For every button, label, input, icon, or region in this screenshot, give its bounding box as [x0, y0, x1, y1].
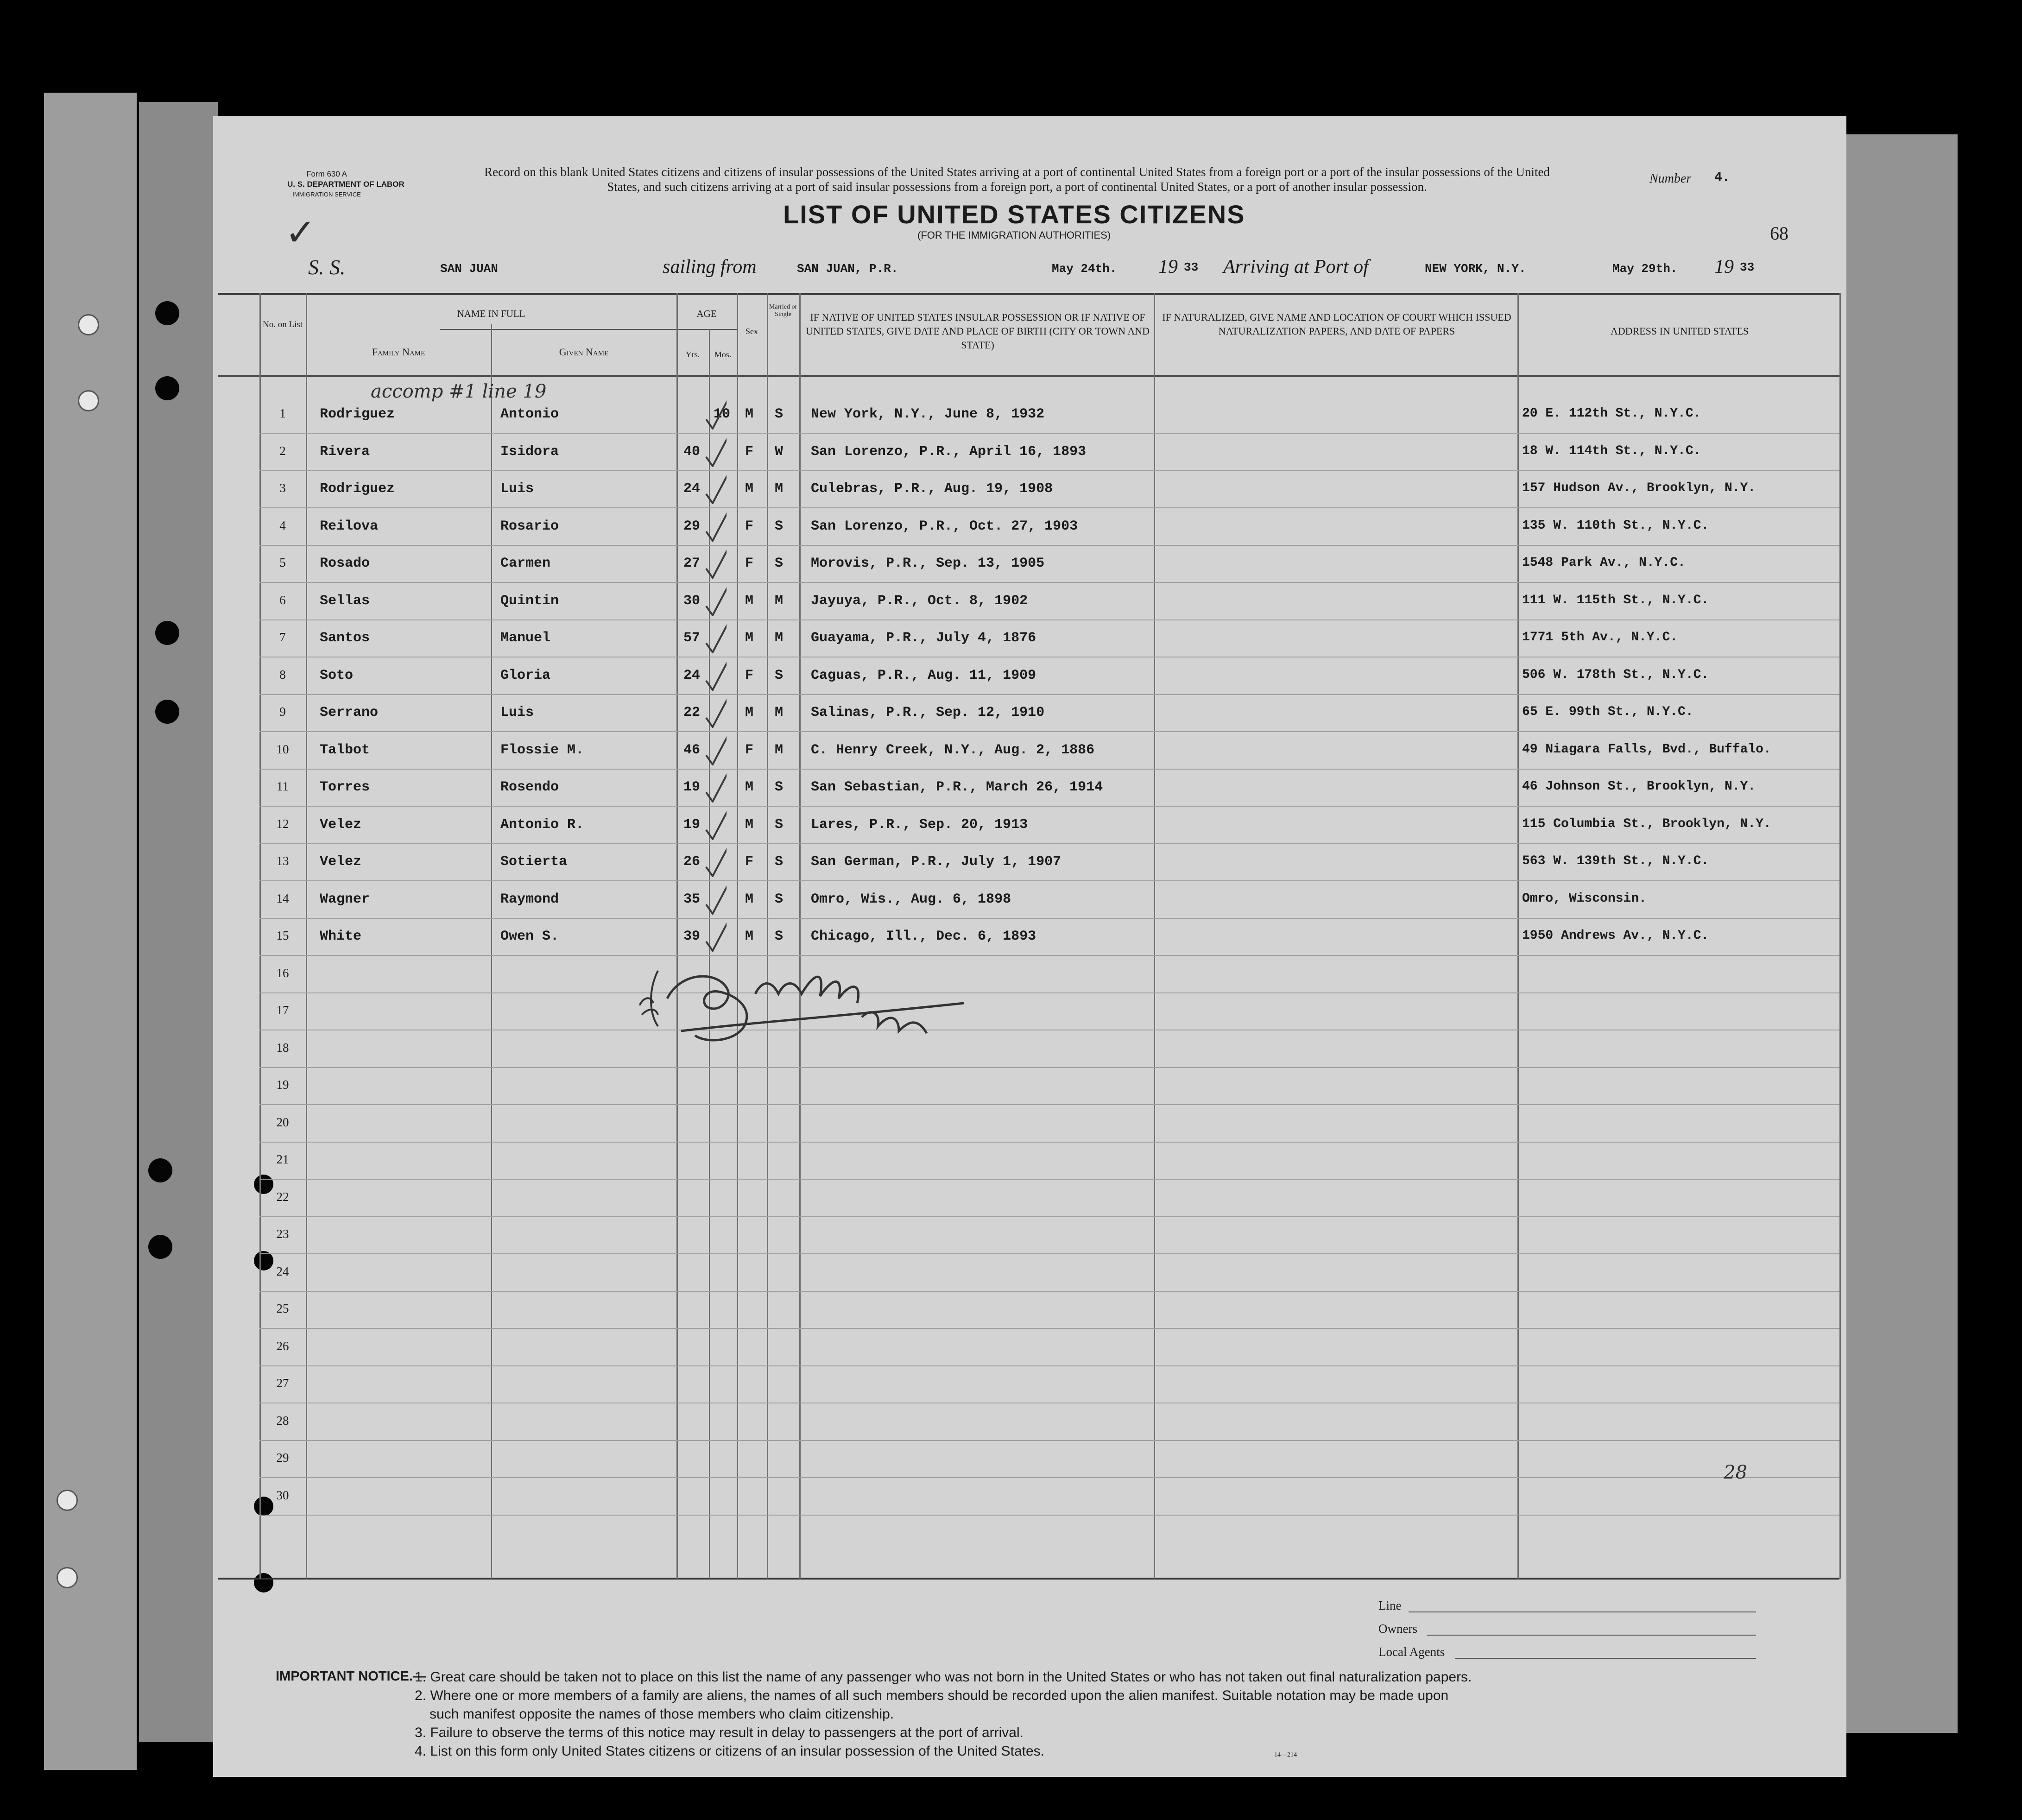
cell-yrs: 35 [683, 891, 701, 907]
row-rule [259, 582, 1839, 583]
cell-marital: S [775, 406, 784, 422]
header-sex: Sex [746, 327, 758, 336]
cell-address: 115 Columbia St., Brooklyn, N.Y. [1522, 817, 1771, 831]
notice-item-2: 2. Where one or more members of a family are aliens, the names of all such members should be recorded upon the alien manifest. Suitable notation may be made upon [415, 1688, 1449, 1703]
cell-birth: Salinas, P.R., Sep. 12, 1910 [811, 705, 1045, 720]
document-title: LIST OF UNITED STATES CITIZENS [783, 200, 1245, 229]
cell-sex: M [745, 891, 754, 907]
punch-hole [148, 1158, 172, 1182]
cell-yrs: 29 [683, 518, 701, 534]
service-name: IMMIGRATION SERVICE [292, 191, 361, 198]
binder-hole [78, 390, 99, 411]
cell-yrs: 40 [683, 444, 701, 460]
check-mark-icon [704, 430, 727, 467]
row-rule [259, 769, 1839, 770]
punch-hole [148, 1235, 172, 1259]
cell-address: 18 W. 114th St., N.Y.C. [1522, 444, 1701, 458]
cell-given: Gloria [500, 668, 551, 683]
cell-address: 135 W. 110th St., N.Y.C. [1522, 518, 1709, 533]
cell-family: Rivera [320, 444, 370, 460]
header-family-name: Family Name [372, 346, 425, 358]
row-rule [259, 507, 1839, 508]
cell-family: Rodriguez [320, 481, 395, 497]
cell-given: Luis [500, 481, 534, 497]
cell-birth: Caguas, P.R., Aug. 11, 1909 [811, 668, 1036, 683]
header-name-in-full: NAME IN FULL [457, 308, 525, 319]
owners-label: Owners [1378, 1622, 1417, 1636]
cell-yrs: 26 [683, 854, 701, 870]
header-naturalization: IF NATURALIZED, GIVE NAME AND LOCATION OF COURT WHICH ISSUED NATURALIZATION PAPERS, AND DATE OF PAPERS [1162, 311, 1511, 337]
header-married-or-single: Married or Single [769, 303, 797, 318]
header-address: ADDRESS IN UNITED STATES [1610, 325, 1749, 337]
notice-item-4: 4. List on this form only United States citizens or citizens of an insular possession of the United States. [415, 1744, 1045, 1759]
handwritten-mark: ✓ [285, 211, 316, 254]
row-rule [259, 1067, 1839, 1068]
cell-address: 1548 Park Av., N.Y.C. [1522, 556, 1686, 570]
cell-yrs: 19 [683, 817, 701, 833]
row-rule [259, 918, 1839, 919]
departure-year-prefix: 19 [1158, 256, 1178, 278]
arrival-year-prefix: 19 [1714, 256, 1734, 278]
cell-yrs: 46 [683, 742, 701, 758]
form-instructions: Record on this blank United States citizens and citizens of insular possessions of the United States arriving at a port of continental United States from a foreign port or a port of the insular possessions of the United States, and such citizens arriving at a port of said insular possessions from a foreign port, a port of continental United States, or a port of another insular possession. [484, 165, 1550, 194]
cell-yrs: 30 [683, 593, 701, 609]
sailing-from-label: sailing from [663, 256, 757, 278]
notice-item-2-continued: such manifest opposite the names of those members who claim citizenship. [430, 1706, 894, 1722]
row-number: 11 [277, 779, 289, 793]
binder-strip [139, 102, 218, 1742]
cell-family: Soto [320, 668, 354, 683]
row-number: 3 [279, 481, 286, 495]
cell-sex: F [745, 668, 754, 683]
cell-birth: Guayama, P.R., July 4, 1876 [811, 630, 1036, 646]
check-mark-icon [704, 803, 727, 840]
row-number: 12 [276, 817, 289, 831]
check-mark-icon [704, 654, 727, 691]
arrival-port: NEW YORK, N.Y. [1425, 262, 1526, 276]
row-rule [259, 1104, 1839, 1105]
row-number: 1 [279, 406, 286, 420]
department-name: U. S. DEPARTMENT OF LABOR [287, 180, 404, 189]
cell-given: Flossie M. [500, 742, 584, 758]
cell-birth: C. Henry Creek, N.Y., Aug. 2, 1886 [811, 742, 1095, 758]
cell-marital: M [775, 742, 784, 758]
notice-title: IMPORTANT NOTICE.— [276, 1669, 426, 1684]
header-no-on-list: No. on List [262, 320, 303, 329]
row-number: 18 [276, 1041, 289, 1055]
row-number: 16 [276, 966, 289, 980]
number-label: Number [1649, 171, 1692, 186]
row-number: 21 [276, 1152, 289, 1166]
row-rule [259, 470, 1839, 471]
cell-family: Reilova [320, 518, 379, 534]
row-rule [259, 619, 1839, 620]
cell-address: 46 Johnson St., Brooklyn, N.Y. [1522, 779, 1756, 794]
cell-mos: 10 [714, 406, 731, 422]
cell-given: Luis [500, 705, 534, 720]
page-tally: 28 [1724, 1462, 1747, 1483]
check-mark-icon [704, 878, 727, 915]
cell-yrs: 27 [683, 556, 701, 571]
inspector-signature [639, 952, 987, 1059]
row-number: 20 [276, 1115, 289, 1129]
binder-left [44, 93, 137, 1770]
row-rule [259, 545, 1839, 546]
row-rule [259, 1365, 1839, 1366]
row-rule [259, 694, 1839, 695]
cell-family: Rodriguez [320, 406, 395, 422]
cell-given: Rosendo [500, 779, 559, 795]
row-rule [259, 1440, 1839, 1441]
cell-address: 65 E. 99th St., N.Y.C. [1522, 705, 1693, 719]
check-mark-icon [704, 691, 727, 728]
row-number: 27 [276, 1376, 289, 1390]
row-number: 7 [279, 630, 286, 644]
row-number: 8 [279, 668, 286, 682]
cell-given: Owen S. [500, 929, 559, 944]
punch-hole [155, 621, 179, 645]
local-agents-label: Local Agents [1378, 1645, 1445, 1659]
cell-marital: S [775, 518, 784, 534]
row-rule [259, 731, 1839, 732]
row-number: 14 [276, 891, 289, 905]
print-code: 14—214 [1274, 1751, 1297, 1758]
cell-family: Talbot [320, 742, 370, 758]
cell-family: Serrano [320, 705, 379, 720]
cell-given: Raymond [500, 891, 559, 907]
cell-sex: F [745, 742, 754, 758]
header-mos: Mos. [714, 350, 732, 359]
cell-marital: S [775, 668, 784, 683]
row-number: 9 [279, 705, 286, 719]
row-rule [259, 1515, 1839, 1516]
row-number: 10 [276, 742, 289, 756]
cell-sex: M [745, 779, 754, 795]
row-rule [259, 1477, 1839, 1478]
cell-birth: Omro, Wis., Aug. 6, 1898 [811, 891, 1011, 907]
cell-sex: M [745, 630, 754, 646]
arrival-year: 33 [1740, 260, 1755, 274]
departure-port: SAN JUAN, P.R. [797, 262, 898, 276]
cell-marital: M [775, 593, 784, 609]
cell-given: Carmen [500, 556, 551, 571]
cell-sex: M [745, 593, 754, 609]
cell-address: 157 Hudson Av., Brooklyn, N.Y. [1522, 481, 1756, 495]
check-mark-icon [704, 505, 727, 542]
punch-hole [254, 1573, 273, 1592]
cell-marital: M [775, 705, 784, 720]
row-rule [259, 1291, 1839, 1292]
row-rule [259, 1253, 1839, 1254]
cell-sex: M [745, 929, 754, 944]
binder-hole [78, 314, 99, 335]
cell-given: Sotierta [500, 854, 568, 870]
row-number: 5 [279, 556, 286, 569]
cell-marital: S [775, 891, 784, 907]
cell-marital: S [775, 556, 784, 571]
row-number: 29 [276, 1451, 289, 1465]
header-age: AGE [696, 308, 717, 319]
check-mark-icon [704, 467, 727, 504]
cell-given: Antonio R. [500, 817, 584, 833]
punch-hole [155, 376, 179, 400]
row-number: 26 [276, 1339, 289, 1353]
binder-hole [57, 1567, 78, 1588]
row-number: 24 [276, 1264, 289, 1278]
check-mark-icon [704, 915, 727, 952]
row-rule [259, 1179, 1839, 1180]
departure-year: 33 [1184, 260, 1199, 274]
cell-birth: San Lorenzo, P.R., Oct. 27, 1903 [811, 518, 1078, 534]
cell-birth: Jayuya, P.R., Oct. 8, 1902 [811, 593, 1028, 609]
cell-sex: F [745, 518, 754, 534]
cell-yrs: 39 [683, 929, 701, 944]
cell-family: Santos [320, 630, 370, 646]
cell-marital: S [775, 817, 784, 833]
row-rule [259, 992, 1839, 993]
cell-given: Rosario [500, 518, 559, 534]
cell-birth: Chicago, Ill., Dec. 6, 1893 [811, 929, 1036, 944]
cell-address: 20 E. 112th St., N.Y.C. [1522, 406, 1701, 421]
row-rule [259, 955, 1839, 956]
check-mark-icon [704, 840, 727, 877]
cell-address: 1771 5th Av., N.Y.C. [1522, 630, 1678, 645]
row-number: 28 [276, 1414, 289, 1428]
cell-birth: San Lorenzo, P.R., April 16, 1893 [811, 444, 1087, 460]
cell-sex: F [745, 556, 754, 571]
cell-sex: F [745, 444, 754, 460]
punch-hole [155, 700, 179, 724]
cell-given: Antonio [500, 406, 559, 422]
cell-address: 49 Niagara Falls, Bvd., Buffalo. [1522, 742, 1771, 757]
line-label: Line [1378, 1599, 1402, 1612]
cell-sex: M [745, 406, 754, 422]
cell-marital: S [775, 929, 784, 944]
header-given-name: Given Name [559, 346, 609, 358]
cell-given: Manuel [500, 630, 551, 646]
cell-yrs: 24 [683, 668, 701, 683]
check-mark-icon [704, 392, 727, 430]
cell-sex: M [745, 817, 754, 833]
cell-family: Wagner [320, 891, 370, 907]
cell-address: 506 W. 178th St., N.Y.C. [1522, 668, 1709, 682]
cell-address: 1950 Andrews Av., N.Y.C. [1522, 929, 1709, 943]
arrival-date: May 29th. [1612, 262, 1678, 276]
row-rule [259, 1216, 1839, 1217]
check-mark-icon [704, 616, 727, 653]
cell-family: Sellas [320, 593, 370, 609]
cell-address: Omro, Wisconsin. [1522, 891, 1647, 906]
cell-birth: Culebras, P.R., Aug. 19, 1908 [811, 481, 1053, 497]
cell-family: Torres [320, 779, 370, 795]
row-number: 6 [279, 593, 286, 607]
cell-sex: M [745, 481, 754, 497]
cell-given: Quintin [500, 593, 559, 609]
number-value: 4. [1714, 171, 1730, 185]
arriving-label: Arriving at Port of [1223, 256, 1369, 278]
row-number: 17 [276, 1003, 289, 1017]
cell-yrs: 57 [683, 630, 701, 646]
cell-sex: F [745, 854, 754, 870]
notice-list [415, 1668, 1472, 1761]
cell-family: Velez [320, 854, 362, 870]
cell-marital: S [775, 779, 784, 795]
header-birth-place: IF NATIVE OF UNITED STATES INSULAR POSSESSION OR IF NATIVE OF UNITED STATES, GIVE DATE AND PLACE OF BIRTH (CITY OR TOWN AND STATE) [805, 311, 1150, 351]
check-mark-icon [704, 579, 727, 616]
cell-birth: New York, N.Y., June 8, 1932 [811, 406, 1045, 422]
cell-birth: San Sebastian, P.R., March 26, 1914 [811, 779, 1103, 795]
row-number: 13 [276, 854, 289, 868]
cell-marital: M [775, 481, 784, 497]
form-number: Form 630 A [306, 170, 347, 178]
cell-address: 563 W. 139th St., N.Y.C. [1522, 854, 1709, 868]
manifest-sheet [213, 116, 1846, 1777]
row-rule [259, 806, 1839, 807]
cell-family: Velez [320, 817, 362, 833]
row-number: 4 [279, 518, 286, 532]
cell-yrs: 22 [683, 705, 701, 720]
row-number: 30 [276, 1488, 289, 1502]
cell-marital: M [775, 630, 784, 646]
row-rule [259, 880, 1839, 881]
row-number: 25 [276, 1302, 289, 1315]
ship-name: SAN JUAN [440, 262, 498, 276]
cell-yrs: 24 [683, 481, 701, 497]
check-mark-icon [704, 765, 727, 803]
cell-sex: M [745, 705, 754, 720]
header-yrs: Yrs. [685, 350, 700, 359]
row-number: 23 [276, 1227, 289, 1241]
notice-item-1: 1. Great care should be taken not to place on this list the name of any passenger who was not born in the United States or who has not taken out final naturalization papers. [415, 1669, 1472, 1685]
departure-date: May 24th. [1052, 262, 1117, 276]
row-number: 19 [276, 1078, 289, 1092]
cell-marital: S [775, 854, 784, 870]
cell-birth: San German, P.R., July 1, 1907 [811, 854, 1062, 870]
binder-right [1846, 134, 1958, 1733]
accompanied-note: accomp #1 line 19 [371, 381, 547, 402]
row-number: 15 [276, 929, 289, 942]
row-rule [259, 843, 1839, 844]
cell-birth: Lares, P.R., Sep. 20, 1913 [811, 817, 1028, 833]
cell-birth: Morovis, P.R., Sep. 13, 1905 [811, 556, 1045, 571]
row-number: 22 [276, 1190, 289, 1204]
cell-address: 111 W. 115th St., N.Y.C. [1522, 593, 1709, 607]
cell-family: Rosado [320, 556, 370, 571]
binder-hole [57, 1490, 78, 1511]
document-subtitle: (FOR THE IMMIGRATION AUTHORITIES) [917, 229, 1111, 241]
cell-family: White [320, 929, 362, 944]
check-mark-icon [704, 542, 727, 579]
cell-yrs: 19 [683, 779, 701, 795]
punch-hole [155, 301, 179, 325]
row-rule [259, 1328, 1839, 1329]
check-mark-icon [704, 728, 727, 765]
notice-item-3: 3. Failure to observe the terms of this notice may result in delay to passengers at the port of arrival. [415, 1725, 1024, 1740]
row-number: 2 [279, 444, 286, 458]
row-rule [259, 433, 1839, 434]
row-rule [259, 1142, 1839, 1143]
page-number: 68 [1770, 223, 1788, 244]
ss-label: S. S. [308, 255, 346, 279]
cell-marital: W [775, 444, 784, 460]
cell-given: Isidora [500, 444, 559, 460]
